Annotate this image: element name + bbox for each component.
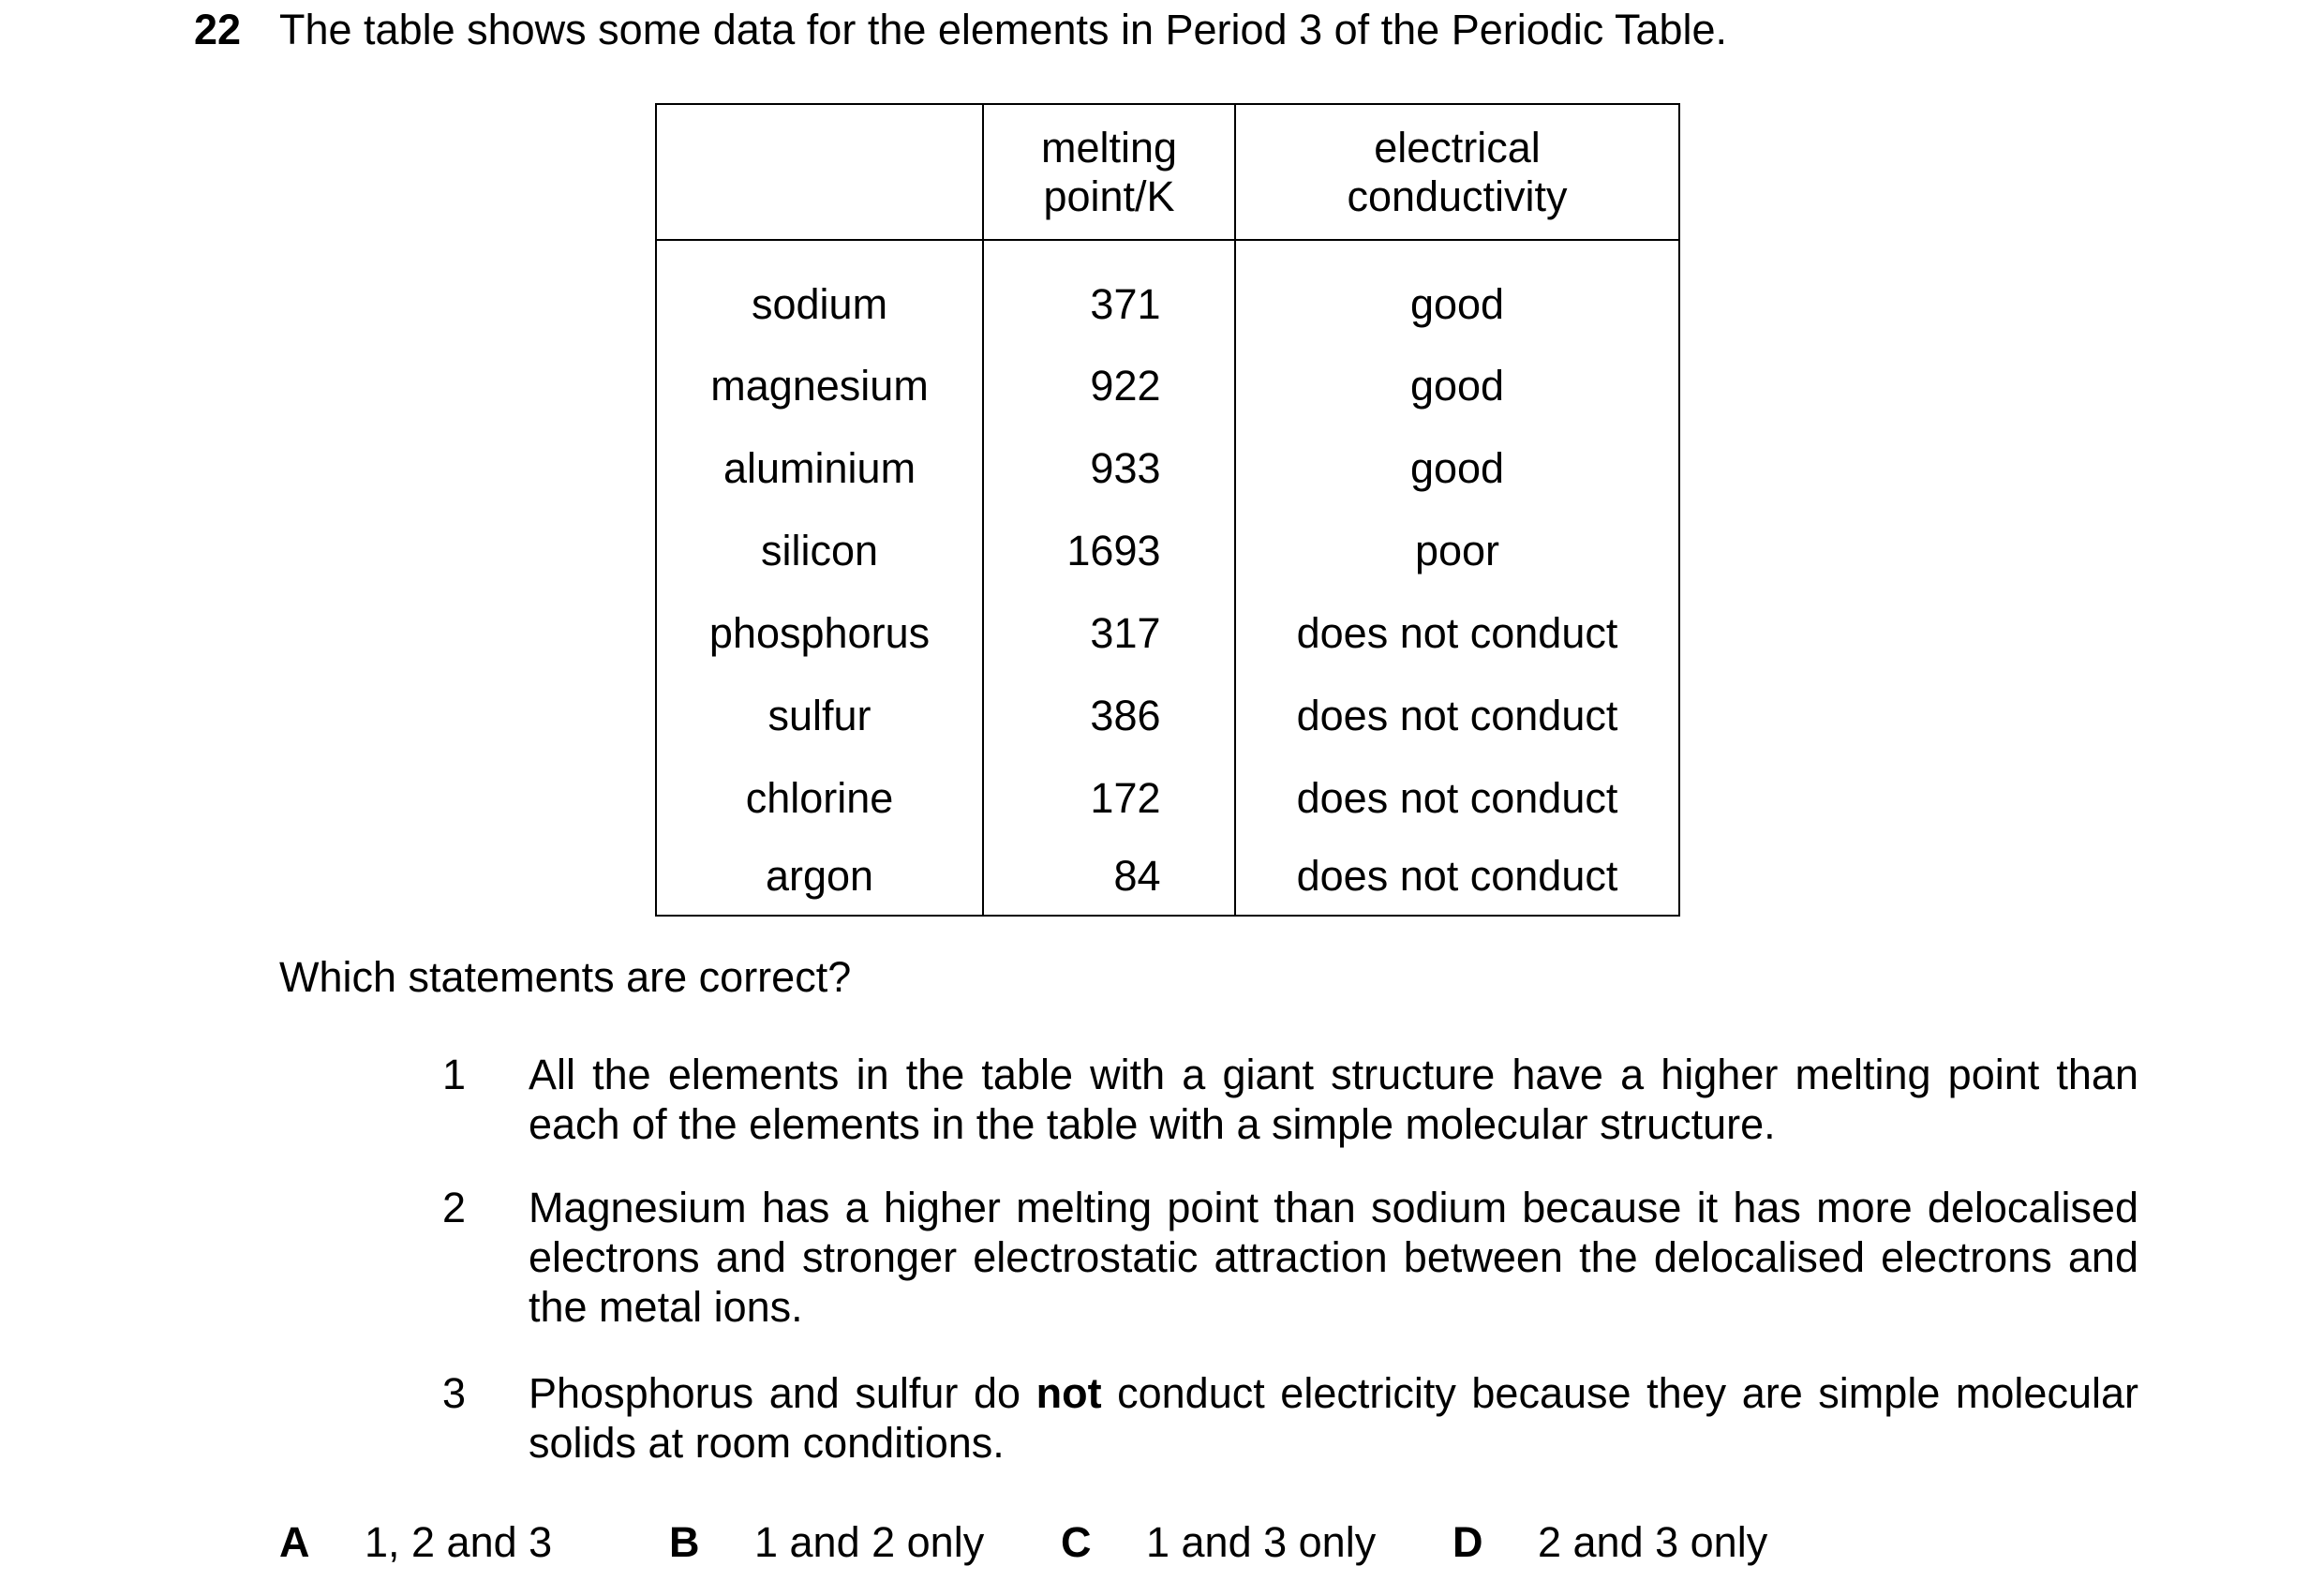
melting-point: 933	[1090, 444, 1161, 492]
element-name: sodium	[656, 240, 983, 345]
melting-point-cell	[983, 510, 1235, 592]
table-row	[656, 840, 1679, 916]
statement-text-part: Phosphorus and sulfur do	[529, 1369, 1036, 1417]
conductivity: poor	[1235, 510, 1679, 592]
melting-point-cell	[983, 840, 1235, 916]
header-melting-point	[983, 104, 1235, 240]
conductivity: does not conduct	[1235, 757, 1679, 840]
question-prompt: Which statements are correct?	[279, 953, 852, 1001]
table-row	[656, 757, 1679, 840]
conductivity: good	[1235, 240, 1679, 345]
element-name: aluminium	[656, 427, 983, 510]
melting-point-cell	[983, 427, 1235, 510]
header-melting-line1: melting	[1040, 123, 1178, 172]
element-name: silicon	[656, 510, 983, 592]
statement-line: electrons and stronger electrostatic attraction between the delocalised electrons and	[529, 1233, 2138, 1281]
melting-point: 84	[1113, 852, 1161, 900]
statement-number: 1	[442, 1051, 467, 1098]
statement-text	[529, 1050, 2138, 1149]
table-row	[656, 592, 1679, 675]
header-conductivity-line2: conductivity	[1347, 172, 1568, 220]
statement-line	[529, 1368, 2138, 1418]
question-text: The table shows some data for the elements in Period 3 of the Periodic Table.	[279, 6, 1728, 53]
option-text: 2 and 3 only	[1538, 1518, 1768, 1566]
option-text: 1 and 2 only	[754, 1518, 985, 1566]
option-a[interactable]	[279, 1518, 553, 1567]
conductivity: does not conduct	[1235, 840, 1679, 916]
element-name: chlorine	[656, 757, 983, 840]
melting-point: 1693	[1066, 527, 1161, 574]
table-row	[656, 510, 1679, 592]
melting-point: 922	[1090, 362, 1161, 410]
melting-point-cell	[983, 592, 1235, 675]
option-text: 1 and 3 only	[1146, 1518, 1377, 1566]
conductivity: does not conduct	[1235, 675, 1679, 757]
melting-point: 371	[1090, 279, 1161, 328]
melting-point: 172	[1090, 774, 1161, 822]
statement-text	[529, 1368, 2138, 1468]
question-number: 22	[194, 6, 242, 53]
option-letter: B	[669, 1518, 700, 1566]
melting-point-cell	[983, 240, 1235, 345]
melting-point-cell	[983, 757, 1235, 840]
table-row	[656, 427, 1679, 510]
option-d[interactable]	[1452, 1518, 1768, 1567]
option-letter: C	[1061, 1518, 1092, 1566]
header-electrical-conductivity	[1235, 104, 1679, 240]
conductivity: good	[1235, 345, 1679, 427]
option-letter: D	[1452, 1518, 1483, 1566]
statement-text-part: conduct electricity because they are simple molecular	[1101, 1369, 2138, 1417]
option-b[interactable]	[669, 1518, 985, 1567]
table-row	[656, 345, 1679, 427]
statement-number: 3	[442, 1369, 467, 1417]
table-header-row	[656, 104, 1679, 240]
header-conductivity-line1: electrical	[1374, 123, 1541, 172]
conductivity: good	[1235, 427, 1679, 510]
element-name: sulfur	[656, 675, 983, 757]
statement-line: Magnesium has a higher melting point than sodium because it has more delocalised	[529, 1184, 2138, 1231]
option-text: 1, 2 and 3	[365, 1518, 553, 1566]
period-3-data-table	[655, 103, 1680, 917]
emphasis-not: not	[1035, 1369, 1102, 1417]
statement-line: the metal ions.	[529, 1283, 803, 1331]
element-name: phosphorus	[656, 592, 983, 675]
table-row	[656, 675, 1679, 757]
conductivity: does not conduct	[1235, 592, 1679, 675]
melting-point-cell	[983, 675, 1235, 757]
melting-point: 317	[1090, 609, 1161, 657]
element-name: magnesium	[656, 345, 983, 427]
statement-number: 2	[442, 1184, 467, 1231]
melting-point-cell	[983, 345, 1235, 427]
header-element	[656, 104, 983, 240]
statement-line: All the elements in the table with a giant structure have a higher melting point than	[529, 1051, 2138, 1098]
statement-line: solids at room conditions.	[529, 1419, 1005, 1467]
header-melting-line2: point/K	[1043, 172, 1175, 220]
melting-point: 386	[1090, 692, 1161, 739]
statement-line: each of the elements in the table with a simple molecular structure.	[529, 1100, 1776, 1148]
table-row	[656, 240, 1679, 345]
statement-text	[529, 1183, 2138, 1332]
option-letter: A	[279, 1518, 310, 1566]
option-c[interactable]	[1061, 1518, 1377, 1567]
element-name: argon	[656, 840, 983, 916]
